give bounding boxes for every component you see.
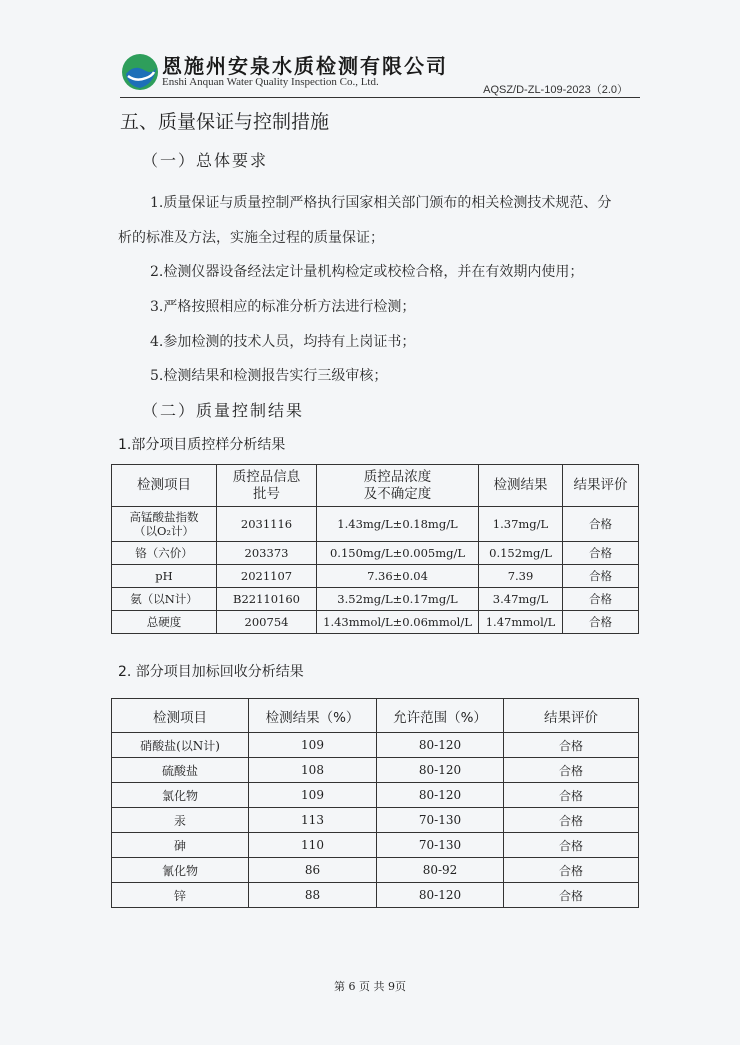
company-name-en: Enshi Anquan Water Quality Inspection Co., Ltd. bbox=[162, 76, 379, 88]
table-cell: pH bbox=[112, 565, 217, 588]
table-cell: 氨（以N计） bbox=[112, 588, 217, 611]
header-cell: 检测结果 bbox=[479, 465, 563, 507]
table-row bbox=[112, 507, 639, 542]
table-cell: 7.39 bbox=[479, 565, 563, 588]
header-cell: 检测项目 bbox=[112, 699, 249, 733]
table-cell: 109 bbox=[249, 783, 377, 808]
table-cell: 1.37mg/L bbox=[479, 507, 563, 542]
table-row bbox=[112, 833, 639, 858]
table-cell: 70-130 bbox=[377, 833, 504, 858]
page-number: 第 6 页 共 9页 bbox=[334, 980, 406, 993]
subsection-title-qc: （二）质量控制结果 bbox=[142, 401, 305, 420]
table-cell: 铬（六价） bbox=[112, 542, 217, 565]
table-row bbox=[112, 565, 639, 588]
table-cell: 0.152mg/L bbox=[479, 542, 563, 565]
table-cell: B22110160 bbox=[217, 588, 317, 611]
document-code: AQSZ/D-ZL-109-2023（2.0） bbox=[483, 84, 628, 96]
table-cell: 113 bbox=[249, 808, 377, 833]
table-cell: 88 bbox=[249, 883, 377, 908]
table-cell: 0.150mg/L±0.005mg/L bbox=[317, 542, 479, 565]
header-divider bbox=[120, 97, 640, 98]
table-cell: 氰化物 bbox=[112, 858, 249, 883]
table-cell: 70-130 bbox=[377, 808, 504, 833]
header-cell: 检测项目 bbox=[112, 465, 217, 507]
table-cell: 86 bbox=[249, 858, 377, 883]
paragraph-5: 5.检测结果和检测报告实行三级审核； bbox=[150, 368, 388, 384]
paragraph-2: 2.检测仪器设备经法定计量机构检定或校检合格，并在有效期内使用； bbox=[150, 264, 584, 280]
paragraph-1-cont: 析的标准及方法，实施全过程的质量保证； bbox=[118, 230, 384, 246]
table-cell: 3.52mg/L±0.17mg/L bbox=[317, 588, 479, 611]
table-cell: 合格 bbox=[504, 733, 639, 758]
table-cell: 合格 bbox=[504, 833, 639, 858]
table-row bbox=[112, 883, 639, 908]
table-cell: 锌 bbox=[112, 883, 249, 908]
header-cell: 质控品浓度 及不确定度 bbox=[317, 465, 479, 507]
table-cell: 108 bbox=[249, 758, 377, 783]
qc-table bbox=[111, 464, 639, 634]
table-cell: 总硬度 bbox=[112, 611, 217, 634]
section-title: 五、质量保证与控制措施 bbox=[120, 111, 330, 133]
table-cell: 110 bbox=[249, 833, 377, 858]
table-cell: 1.43mmol/L±0.06mmol/L bbox=[317, 611, 479, 634]
table-cell: 合格 bbox=[504, 808, 639, 833]
table-cell: 合格 bbox=[504, 758, 639, 783]
table-cell: 1.47mmol/L bbox=[479, 611, 563, 634]
table-row bbox=[112, 542, 639, 565]
table-cell: 2031116 bbox=[217, 507, 317, 542]
table-cell: 合格 bbox=[563, 542, 639, 565]
header-cell: 结果评价 bbox=[504, 699, 639, 733]
table-row bbox=[112, 858, 639, 883]
table-cell: 合格 bbox=[504, 858, 639, 883]
table-cell: 合格 bbox=[504, 783, 639, 808]
table-cell: 203373 bbox=[217, 542, 317, 565]
table-cell: 80-120 bbox=[377, 883, 504, 908]
table-cell: 合格 bbox=[563, 507, 639, 542]
table-cell: 氯化物 bbox=[112, 783, 249, 808]
table-cell: 80-120 bbox=[377, 758, 504, 783]
table-cell: 硝酸盐(以N计) bbox=[112, 733, 249, 758]
table-cell: 砷 bbox=[112, 833, 249, 858]
table-cell: 7.36±0.04 bbox=[317, 565, 479, 588]
table-cell: 109 bbox=[249, 733, 377, 758]
table-row bbox=[112, 588, 639, 611]
table-cell: 80-92 bbox=[377, 858, 504, 883]
table-cell: 1.43mg/L±0.18mg/L bbox=[317, 507, 479, 542]
paragraph-1: 1.质量保证与质量控制严格执行国家相关部门颁布的相关检测技术规范、分 bbox=[150, 195, 612, 211]
header-cell: 允许范围（%） bbox=[377, 699, 504, 733]
table-row bbox=[112, 611, 639, 634]
recovery-table bbox=[111, 698, 639, 908]
table-cell: 合格 bbox=[563, 611, 639, 634]
table-cell: 硫酸盐 bbox=[112, 758, 249, 783]
paragraph-4: 4.参加检测的技术人员，均持有上岗证书； bbox=[150, 334, 416, 350]
header-cell: 检测结果（%） bbox=[249, 699, 377, 733]
table-header-row bbox=[112, 465, 639, 507]
table-row bbox=[112, 808, 639, 833]
water-drop-logo-icon bbox=[120, 52, 160, 92]
header-cell: 质控品信息 批号 bbox=[217, 465, 317, 507]
table-row bbox=[112, 733, 639, 758]
table-cell: 合格 bbox=[504, 883, 639, 908]
letterhead bbox=[120, 48, 640, 98]
table-cell: 高锰酸盐指数 （以O₂计） bbox=[112, 507, 217, 542]
table-header-row bbox=[112, 699, 639, 733]
company-name-cn: 恩施州安泉水质检测有限公司 bbox=[162, 54, 448, 78]
header-cell: 结果评价 bbox=[563, 465, 639, 507]
table-cell: 汞 bbox=[112, 808, 249, 833]
table-cell: 合格 bbox=[563, 565, 639, 588]
table-cell: 3.47mg/L bbox=[479, 588, 563, 611]
recovery-table-title: 2. 部分项目加标回收分析结果 bbox=[118, 664, 304, 680]
qc-table-title: 1.部分项目质控样分析结果 bbox=[118, 437, 286, 453]
subsection-title-general: （一）总体要求 bbox=[142, 151, 269, 170]
table-cell: 80-120 bbox=[377, 733, 504, 758]
table-cell: 200754 bbox=[217, 611, 317, 634]
table-row bbox=[112, 783, 639, 808]
table-cell: 80-120 bbox=[377, 783, 504, 808]
table-row bbox=[112, 758, 639, 783]
paragraph-3: 3.严格按照相应的标准分析方法进行检测； bbox=[150, 299, 416, 315]
table-cell: 2021107 bbox=[217, 565, 317, 588]
table-cell: 合格 bbox=[563, 588, 639, 611]
